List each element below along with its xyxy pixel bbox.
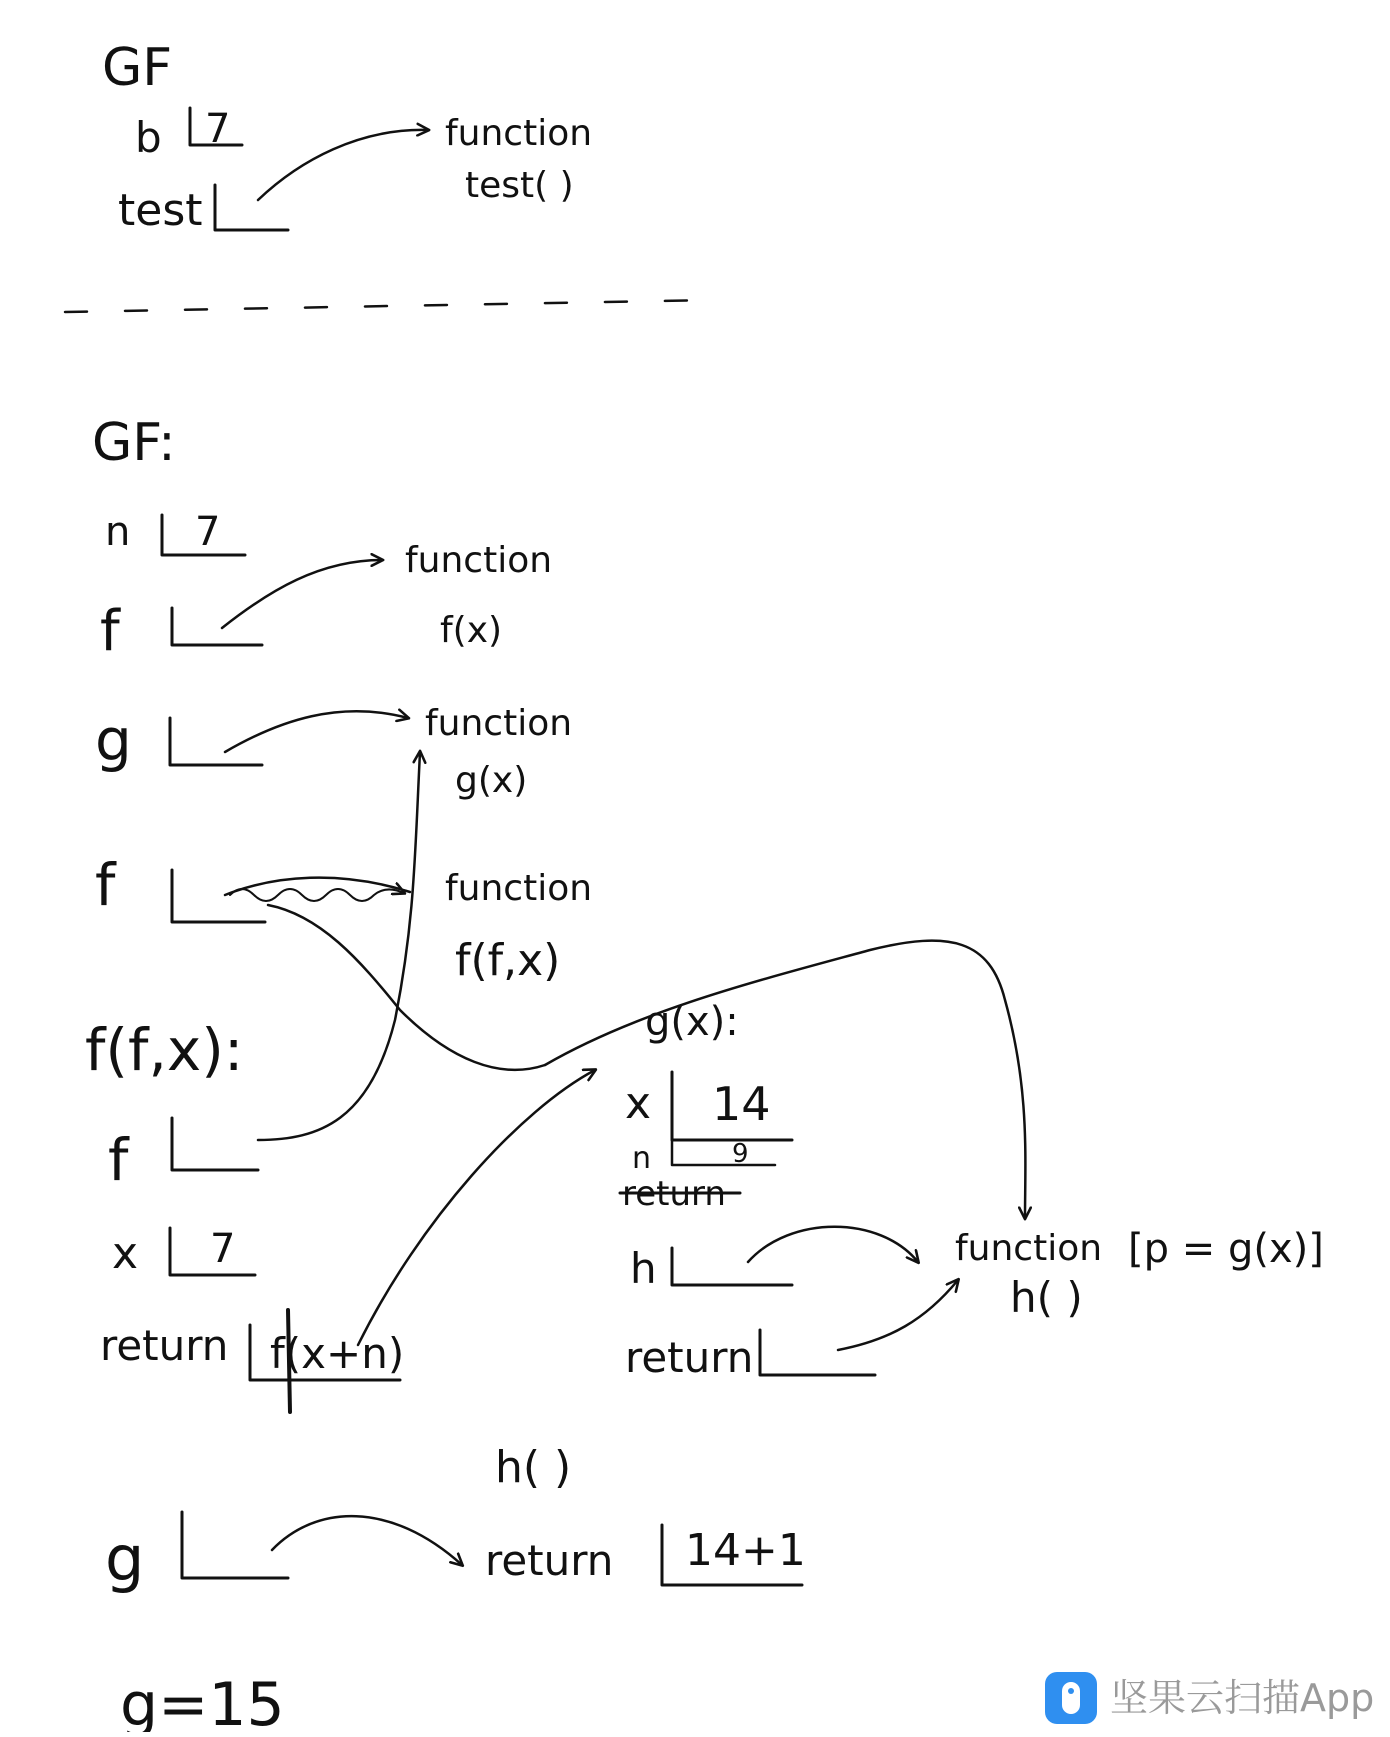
callg-var-n: n: [632, 1141, 652, 1176]
pointer-callg-return: [838, 1280, 958, 1350]
fn-test-label: function: [445, 113, 593, 154]
frame2-var-f1: f: [100, 599, 120, 664]
box-callg-n: [672, 1140, 775, 1165]
pointer-callf-f: [258, 752, 420, 1140]
callh-return-value: 14+1: [685, 1525, 806, 1576]
pointer-test: [258, 130, 428, 200]
fn-h-sig: h( ): [1010, 1273, 1083, 1322]
frame1-val-b: 7: [205, 106, 231, 152]
pointer-f1: [222, 560, 382, 628]
frame1-var-b: b: [135, 113, 162, 162]
pointer-callg-h: [748, 1227, 918, 1262]
frame2-val-n: 7: [195, 509, 221, 555]
return-strike-vertical: [288, 1310, 290, 1412]
fn-ffx-sig: f(f,x): [455, 935, 561, 986]
frame-divider: [65, 300, 715, 312]
pointer-global-g: [272, 1516, 462, 1565]
watermark-text: 坚果云扫描App: [1110, 1676, 1375, 1720]
callf-val-return: f(x+n): [270, 1329, 405, 1378]
final-result: g=15: [120, 1670, 285, 1732]
callf-val-x: 7: [210, 1226, 236, 1272]
fn-ffx-label: function: [445, 868, 593, 909]
fn-gx-label: function: [425, 703, 573, 744]
pointer-f2-to-g-frame: [268, 905, 545, 1070]
box-callf-f: [172, 1118, 258, 1170]
box-f2: [172, 870, 265, 922]
frame1-title: GF: [102, 38, 173, 98]
callg-var-h: h: [630, 1244, 657, 1293]
callf-var-f: f: [108, 1126, 129, 1194]
box-f1: [172, 608, 262, 645]
callh-title: h( ): [495, 1442, 572, 1493]
fn-gx-sig: g(x): [455, 760, 528, 801]
box-global-g: [182, 1512, 288, 1578]
frame2-var-g: g: [95, 706, 132, 774]
callg-var-x: x: [625, 1078, 652, 1129]
frame2-var-n: n: [105, 509, 131, 555]
pointer-call-g: [358, 1070, 595, 1345]
frame2-var-f2: f: [95, 851, 116, 919]
app-badge-icon: [1045, 1672, 1097, 1724]
badge-glyph: [1062, 1682, 1080, 1714]
fn-test-sig: test( ): [465, 165, 574, 206]
callg-val-x: 14: [712, 1077, 771, 1131]
box-callg-h: [672, 1248, 792, 1285]
badge-dot: [1068, 1688, 1074, 1694]
callh-return-label: return: [485, 1536, 614, 1585]
pointer-f2-wavy: [230, 889, 404, 901]
callf-var-return: return: [100, 1321, 229, 1370]
callg-var-return: return: [625, 1333, 754, 1382]
callg-val-n: 9: [732, 1139, 749, 1169]
callg-title: g(x):: [645, 999, 739, 1045]
callf-var-x: x: [112, 1228, 139, 1279]
pointer-g: [225, 711, 408, 752]
fn-h-label: function: [955, 1228, 1103, 1269]
pointer-to-h-function: [545, 941, 1025, 1218]
frame2-title: GF:: [92, 413, 176, 473]
callf-title: f(f,x):: [85, 1016, 244, 1084]
box-g: [170, 718, 262, 765]
pointer-f2-straight: [225, 878, 410, 895]
global-g-var: g: [105, 1522, 145, 1595]
callg-struck-return: return: [622, 1174, 726, 1214]
fn-fx-label: function: [405, 540, 553, 581]
fn-fx-sig: f(x): [440, 610, 503, 651]
fn-h-parent: [p = g(x)]: [1128, 1226, 1324, 1272]
frame1-var-test: test: [118, 185, 203, 236]
box-test: [215, 185, 288, 230]
box-callg-return: [760, 1330, 875, 1375]
